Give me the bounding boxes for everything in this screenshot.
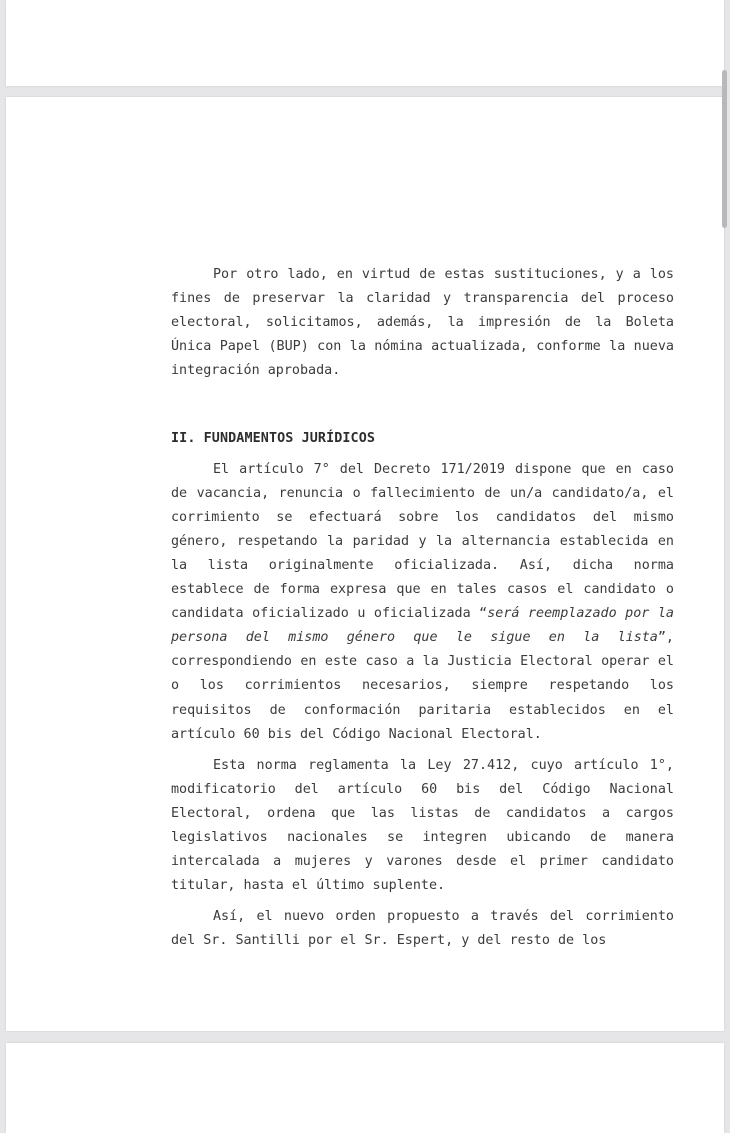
page-body	[171, 263, 674, 960]
quoted-text: será reemplazado por la persona del mismo género que le sigue en la lista	[171, 606, 674, 646]
next-page	[6, 1043, 724, 1133]
paragraph: Esta norma reglamenta la Ley 27.412, cuyo artículo 1°, modificatorio del artículo 60 bis del Código Nacional Electoral, ordena que las listas de candidatos a cargos legislativos nacionales se integren ubicando de manera intercalada a mujeres y varones desde el primer candidato titular, hasta el último suplente.	[171, 757, 674, 894]
paragraph: Así, el nuevo orden propuesto a través del corrimiento del Sr. Santilli por el Sr. Espert, y del resto de los	[171, 909, 674, 949]
previous-page	[6, 0, 724, 86]
paragraph: Por otro lado, en virtud de estas sustituciones, y a los fines de preservar la claridad y transparencia del proceso electoral, solicitamos, además, la impresión de la Boleta Única Papel (BUP) con la nómina actualizada, conforme la nueva integración aprobada.	[171, 267, 674, 379]
scrollbar-thumb[interactable]	[722, 70, 727, 228]
paragraph-text: ”, correspondiendo en este caso a la Justicia Electoral operar el o los corrimientos necesarios, siempre respetando los requisitos de conformación paritaria establecidos en el artículo 60 bis del Código Nacional Electoral.	[171, 630, 674, 742]
paragraph-text: El artículo 7° del Decreto 171/2019 dispone que en caso de vacancia, renuncia o fallecimiento de un/a candidato/a, el corrimiento se efectuará sobre los candidatos del mismo género, respetando la paridad y la alternancia establecida en la lista originalmente oficializada. Así, dicha norma establece de forma expresa que en tales casos el candidato o candidata oficializado u oficializada “	[171, 461, 674, 622]
document-page	[6, 97, 724, 1031]
section-heading: II. FUNDAMENTOS JURÍDICOS	[171, 431, 376, 447]
paragraph	[171, 458, 674, 747]
